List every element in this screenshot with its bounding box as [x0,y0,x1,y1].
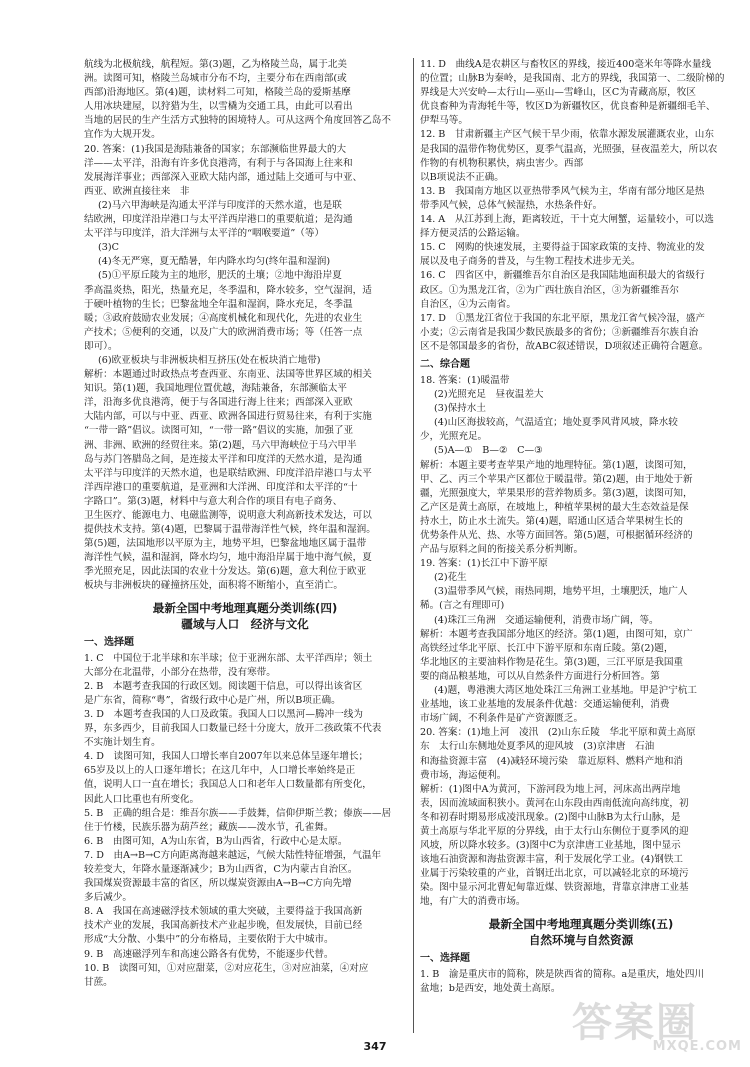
text-line: 19. 答案：(1)长江中下游平原 [420,558,548,570]
text-line: (5)①平原丘陵为主的地形，肥沃的土壤；②地中海沿岸夏 [98,270,342,282]
text-line: 持水土，防止水土流失。第(4)题，昭通山区适合苹果树生长的 [420,515,684,527]
text-line: 15. C 网购的快速发展，主要得益于国家政策的支持、物流业的发 [420,242,705,254]
text-line: 甘蔗。 [84,976,113,988]
text-line: 3. D 本题考查我国的人口及政策。我国人口以黑河—腾冲一线为 [84,708,363,720]
text-line: 稀。(言之有理即可) [420,600,505,612]
text-line: 65岁及以上的人口逐年增长；在这几年中，人口增长率始终是正 [84,765,356,777]
text-line: (2)光照充足 昼夜温差大 [434,389,544,401]
text-line: 西部)沿海地区。第(4)题，读材料二可知，格陵兰岛的爱斯基摩 [84,87,351,99]
text-line: 洋——太平洋，沿海有许多优良港湾，有利于与各国海上往来和 [84,157,353,169]
watermark-main-text: 答案圈 [572,1000,698,1046]
text-line: 黄土高原与华北平原的分界线，由于太行山东侧位于夏季风的迎 [420,825,689,837]
text-line: 第(5)题，法国地形以平原为主，地势平坦，巴黎盆地地区属于温带 [84,538,367,550]
text-line: 住于竹楼，民族乐器为葫芦丝；藏族——泼水节，孔雀舞。 [84,821,334,833]
text-line: 人用冰块建屋，以狩猎为生，以雪橇为交通工具，由此可以看出 [84,101,353,113]
text-line: 季光照充足，因此法国的农业十分发达。第(6)题，意大利位于欧亚 [84,566,367,578]
chapter-subheading-4: 疆域与人口 经济与文化 [181,616,309,631]
text-line: 当地的居民的生产生活方式独特的困境特人。可从这两个角度回答乙岛不 [84,115,391,127]
text-line: 的位置；山脉B为秦岭，是我国南、北方的界线，我国第一、二级阶梯的 [420,73,725,85]
text-line: 2. B 本题考查我国的行政区划。阅读题干信息，可以得出该省区 [84,680,363,692]
text-line: 大陆内部，可以与中亚、西亚、欧洲各国进行贸易往来，有利于实施 [84,411,372,423]
text-line: 西亚、欧洲直接往来 非 [84,185,190,197]
text-line: (5)A—① B—② C—③ [434,445,543,457]
right-column [420,58,742,996]
text-line: 9. B 高速磁浮列车和高速公路各有优势，不能逐步代替。 [84,948,334,960]
text-line: 我国煤炭资源最丰富的省区，所以煤炭资源由A→B→C方向先增 [84,878,352,890]
text-line: (2)花生 [434,572,467,584]
watermark-url-text: MXQE.COM [652,1039,742,1054]
column-divider [413,58,414,1033]
text-line: 暖；③政府鼓励农业发展；④高度机械化和现代化，先进的农业生 [84,312,363,324]
text-line: 即可）。 [84,340,118,352]
text-line: (3)C [98,242,119,254]
text-line: 形成“大分散、小集中”的分布格局，主要依附于大中城市。 [84,934,334,946]
section-synthesis-heading: 二、综合题 [420,358,470,370]
text-line: 10. B 读图可知，①对应甜菜，②对应花生，③对应油菜，④对应 [84,962,369,974]
watermark-logo [572,1000,742,1061]
text-line: 20. 答案：(1)地上河 凌汛 (2)山东丘陵 华北平原和黄土高原 [420,727,696,739]
text-line: “一带一路”倡议。读图可知，“一带一路”倡议的实施，加强了亚 [84,425,354,437]
text-line: 不实施计划生育。 [84,737,161,749]
text-line: 业属于污染较重的产业，首钢迁出北京，可以减轻北京的环境污 [420,868,689,880]
text-line: 解析：本题主要考查苹果产地的地理特征。第(1)题，读图可知， [420,459,693,471]
text-line: 12. B 甘肃新疆主产区气候干旱少雨，依靠水源发展灌溉农业，山东 [420,129,714,141]
text-line: 华北地区的主要油料作物是花生。第(3)题，三江平原是我国重 [420,656,684,668]
text-line: 疆，光照强度大，苹果果形的营养物质多。第(3)题，读图可知， [420,487,693,499]
text-line: 地，有广大的消费市场。 [420,896,526,908]
text-line: 表，因而流域面积狭小。黄河在山东段由西南低流向高纬度，初 [420,797,689,809]
text-line: 洋西岸港口的重要航道，是亚洲和大洋洲、印度洋和太平洋的“十 [84,481,358,493]
text-line: (4)冬无严寒，夏无酷暑，年内降水均匀(终年温和湿润) [98,256,331,268]
text-line: 该地石油资源和海盐资源丰富，利于发展化学工业。(4)钢铁工 [420,854,684,866]
text-line: 岛与苏门答腊岛之间，是连接太平洋和印度洋的天然水道，是沟通 [84,453,363,465]
text-line: (4)题，粤港澳大湾区地处珠江三角洲工业基地。甲是沪宁杭工 [434,685,698,697]
choice-answers-block [84,652,406,990]
text-line: 冬和初春时期易形成凌汛现象。(2)图中山脉B为太行山脉，是 [420,811,681,823]
text-line: 20. 答案：(1)我国是海陆兼备的国家；东部濒临世界最大的大 [84,143,347,155]
text-line: 小麦；②云南省是我国少数民族最多的省份；③新疆维吾尔族自治 [420,326,699,338]
text-line: 多后减少。 [84,892,132,904]
text-line: 字路口”。第(3)题，材料中与意大利合作的项目有电子商务、 [84,495,343,507]
text-line: 产技术；⑤便利的交通，以及广大的欧洲消费市场；等（任答一点 [84,326,363,338]
text-line: 大部分在北温带，小部分在热带，没有寒带。 [84,666,276,678]
left-column [84,58,406,990]
text-line: (4)珠江三角洲 交通运输便利，消费市场广阔，等。 [434,614,659,626]
text-line: 值，说明人口一直在增长；我国总人口和老年人口数量都有所变化， [84,779,372,791]
text-line: 于硬叶植物的生长；巴黎盆地全年温和湿润，降水充足，冬季温 [84,298,353,310]
text-line: 和海盐资源丰富 (4)减轻环境污染 靠近原料、燃料产地和消 [420,755,684,767]
text-line: 优良畜种为青海牦牛等，牧区D为新疆牧区，优良畜种是新疆细毛羊、 [420,101,716,113]
text-line: 洲、非洲、欧洲的经贸往来。第(2)题，马六甲海峡位于马六甲半 [84,439,357,451]
question-1-answer-block [420,968,742,996]
left-continuation-block [84,58,406,143]
text-line: 市场广阔，不利条件是矿产资源匮乏。 [420,713,584,725]
question-20-answer-block [84,143,406,594]
text-line: 卫生医疗、能源电力、电磁监测等，说明意大利高新技术发达，可以 [84,510,372,521]
text-line: 自治区，④为云南省。 [420,298,516,310]
text-line: 以B项说法不正确。 [420,171,504,183]
question-20-right-answer-block [420,726,742,909]
text-line: 盆地；b是西安，地处黄土高原。 [420,982,561,994]
text-line: (4)山区海拔较高，气温适宜；地处夏季风背风坡，降水较 [434,417,678,429]
page-number: 347 [363,1040,387,1053]
chapter-heading-4: 最新全国中考地理真题分类训练(四) [152,600,338,615]
text-line: 费市场，海运便利。 [420,769,507,781]
text-line: 择方便灵活的公路运输。 [420,228,526,240]
text-line: 是广东省，简称“粤”，省级行政中心是广州，所以B项正确。 [84,694,341,706]
text-line: 解析：本题考查我国部分地区的经济。第(1)题，由图可知，京广 [420,628,693,640]
text-line: 13. B 我国南方地区以亚热带季风气候为主，华南有部分地区是热 [420,185,705,197]
text-line: 东 太行山东侧地处夏季风的迎风坡 (3)京津唐 石油 [420,741,655,753]
text-line: 太平洋与印度洋，沿大洋洲与太平洋的“咽喉要道”（等） [84,228,325,240]
text-line: 带季风气候，总体气候湿热，水热条件好。 [420,199,603,211]
chapter-subheading-5: 自然环境与自然资源 [528,932,634,947]
text-line: 季高温炎热，阳光，热量充足，冬季温和，降水较多，空气湿润，适 [84,284,372,296]
text-line: 6. B 由图可知，A为山东省，B为山西省，行政中心是太原。 [84,835,348,847]
text-line: 7. D 由A→B→C方向距离海越来越远，气候大陆性特征增强，气温年 [84,849,382,861]
text-line: (6)欧亚板块与非洲板块相互挤压(处在板块消亡地带) [98,354,321,366]
text-line: 政区。①为黑龙江省，②为广西壮族自治区，③为新疆维吾尔 [420,284,680,296]
section-choice-heading: 一、选择题 [84,636,134,648]
text-line: 1. B 渝是重庆市的简称，陕是陕西省的简称。a是重庆，地处四川 [420,968,705,980]
text-line: 区不是邻国最多的省份，故ABC叙述错误，D项叙述正确符合题意。 [420,340,709,352]
text-line: 结欧洲，印度洋沿岸港口与太平洋西岸港口的重要航道；是沟通 [84,214,353,226]
text-line: 展以及电子商务的普及，与生物工程技术进步无关。 [420,256,641,268]
text-line: 11. D 曲线A是农耕区与畜牧区的界线，接近400毫米年等降水量线 [420,59,712,70]
text-line: 界线是大兴安岭—太行山—巫山—雪峰山，区C为青藏高原，牧区 [420,87,696,99]
text-line: 染。图中显示河北曹妃甸靠近煤、铁资源地，背靠京津唐工业基 [420,882,689,894]
text-line: 要的商品粮基地，可以从自然条件方面进行分析回答。第 [420,670,660,682]
text-line: 因此人口比重也有所变化。 [84,793,200,805]
text-line: 4. D 读图可知，我国人口增长率自2007年以来总体呈逐年增长； [84,751,369,763]
text-line: 解析：本题通过时政热点考查西亚、东南亚、法国等世界区域的相关 [84,369,372,381]
text-line: 界，东多西少，目前我国人口数量已经十分庞大，放开二孩政策不代表 [84,723,382,735]
text-line: 洋，沿海多优良港湾，便于与各国进行海上往来；西部深入亚欧 [84,397,353,409]
text-line: 8. A 我国在高速磁浮技术领域的重大突破，主要得益于我国高新 [84,906,363,918]
text-line: (3)保持水土 [434,403,486,415]
text-line: 1. C 中国位于北半球和东半球；位于亚洲东部、太平洋西岸；领土 [84,652,373,664]
text-line: (2)马六甲海峡是沟通太平洋与印度洋的天然水道，也是联 [98,199,342,211]
choice-answers-11-17-block [420,58,742,354]
text-line: 技术产业的发展，我国高新技术产业起步晚，但发展快，目前已经 [84,920,363,932]
text-line: 乙产区是黄土高原，在坡地上，种植苹果树的最大生态效益是保 [420,501,689,513]
text-line: 优势条件从光、热、水等方面回答。第(5)题，可根据循环经济的 [420,530,693,541]
text-line: 16. C 四省区中，新疆维吾尔自治区是我国陆地面积最大的省级行 [420,270,705,282]
text-line: 风坡，所以降水较多。(3)图中C为京津唐工业基地，图中显示 [420,840,681,852]
text-line: 业基地，该工业基地的发展条件优越：交通运输便利，消费 [420,699,670,711]
question-18-answer-block [420,374,742,557]
text-line: 甲、乙、丙三个苹果产区都位于暖温带。第(2)题，由于地处于新 [420,473,693,485]
text-line: 海洋性气候，温和湿润，降水均匀，地中海沿岸属于地中海气候，夏 [84,552,372,564]
text-line: 14. A 从江苏到上海，距离较近，干十克大闸蟹，运量较小，可以选 [420,214,714,226]
text-line: 发展海洋事业；西部深入亚欧大陆内部，通过陆上交通可与中亚、 [84,171,363,183]
section-choice-heading-5: 一、选择题 [420,952,470,964]
chapter-heading-5: 最新全国中考地理真题分类训练(五) [488,916,674,931]
text-line: 产品与原料之间的衔接关系分析判断。 [420,544,584,556]
text-line: 太平洋与印度洋的天然水道，也是联结欧洲、印度洋沿岸港口与太平 [84,467,372,479]
text-line: 少，光照充足。 [420,431,488,443]
question-19-answer-block [420,557,742,726]
text-line: 高铁经过华北平原、长江中下游平原和东南丘陵。第(2)题， [420,642,674,654]
text-line: 知识。第(1)题，我国地理位置优越，海陆兼备，东部濒临太平 [84,383,348,395]
text-line: 洲。读图可知，格陵兰岛城市分布不均，主要分布在西南部(或 [84,73,347,85]
text-line: 板块与非洲板块的碰撞挤压处，面积将不断缩小，直至消亡。 [84,580,344,592]
text-line: 伊犁马等。 [420,115,468,127]
text-line: 解析：(1)图中A为黄河，下游河段为地上河，河床高出两岸地 [420,783,681,795]
text-line: (3)温带季风气候，雨热同期，地势平坦，土壤肥沃，地广人 [434,586,688,598]
text-line: 5. B 正确的组合是：维吾尔族——手鼓舞，信仰伊斯兰教；傣族——居 [84,807,392,819]
text-line: 作物的有机物积累快，病虫害少。西部 [420,157,584,169]
text-line: 提供技术支持。第(4)题，巴黎属于温带海洋性气候，终年温和湿润。 [84,524,376,536]
text-line: 航线为北极航线，航程短。第(3)题，乙为格陵兰岛，属于北美 [84,59,348,70]
text-line: 宜作为大规开发。 [84,129,161,141]
text-line: 较差变大，年降水量逐渐减少；B为山西省，C为内蒙古自治区。 [84,863,358,875]
text-line: 18. 答案：(1)暖温带 [420,374,510,386]
text-line: 17. D ①黑龙江省位于我国的东北平原，黑龙江省气候冷湿，盛产 [420,312,706,324]
text-line: 是我国的温带作物优势区，夏季气温高，光照强，昼夜温差大，所以农 [420,143,718,155]
